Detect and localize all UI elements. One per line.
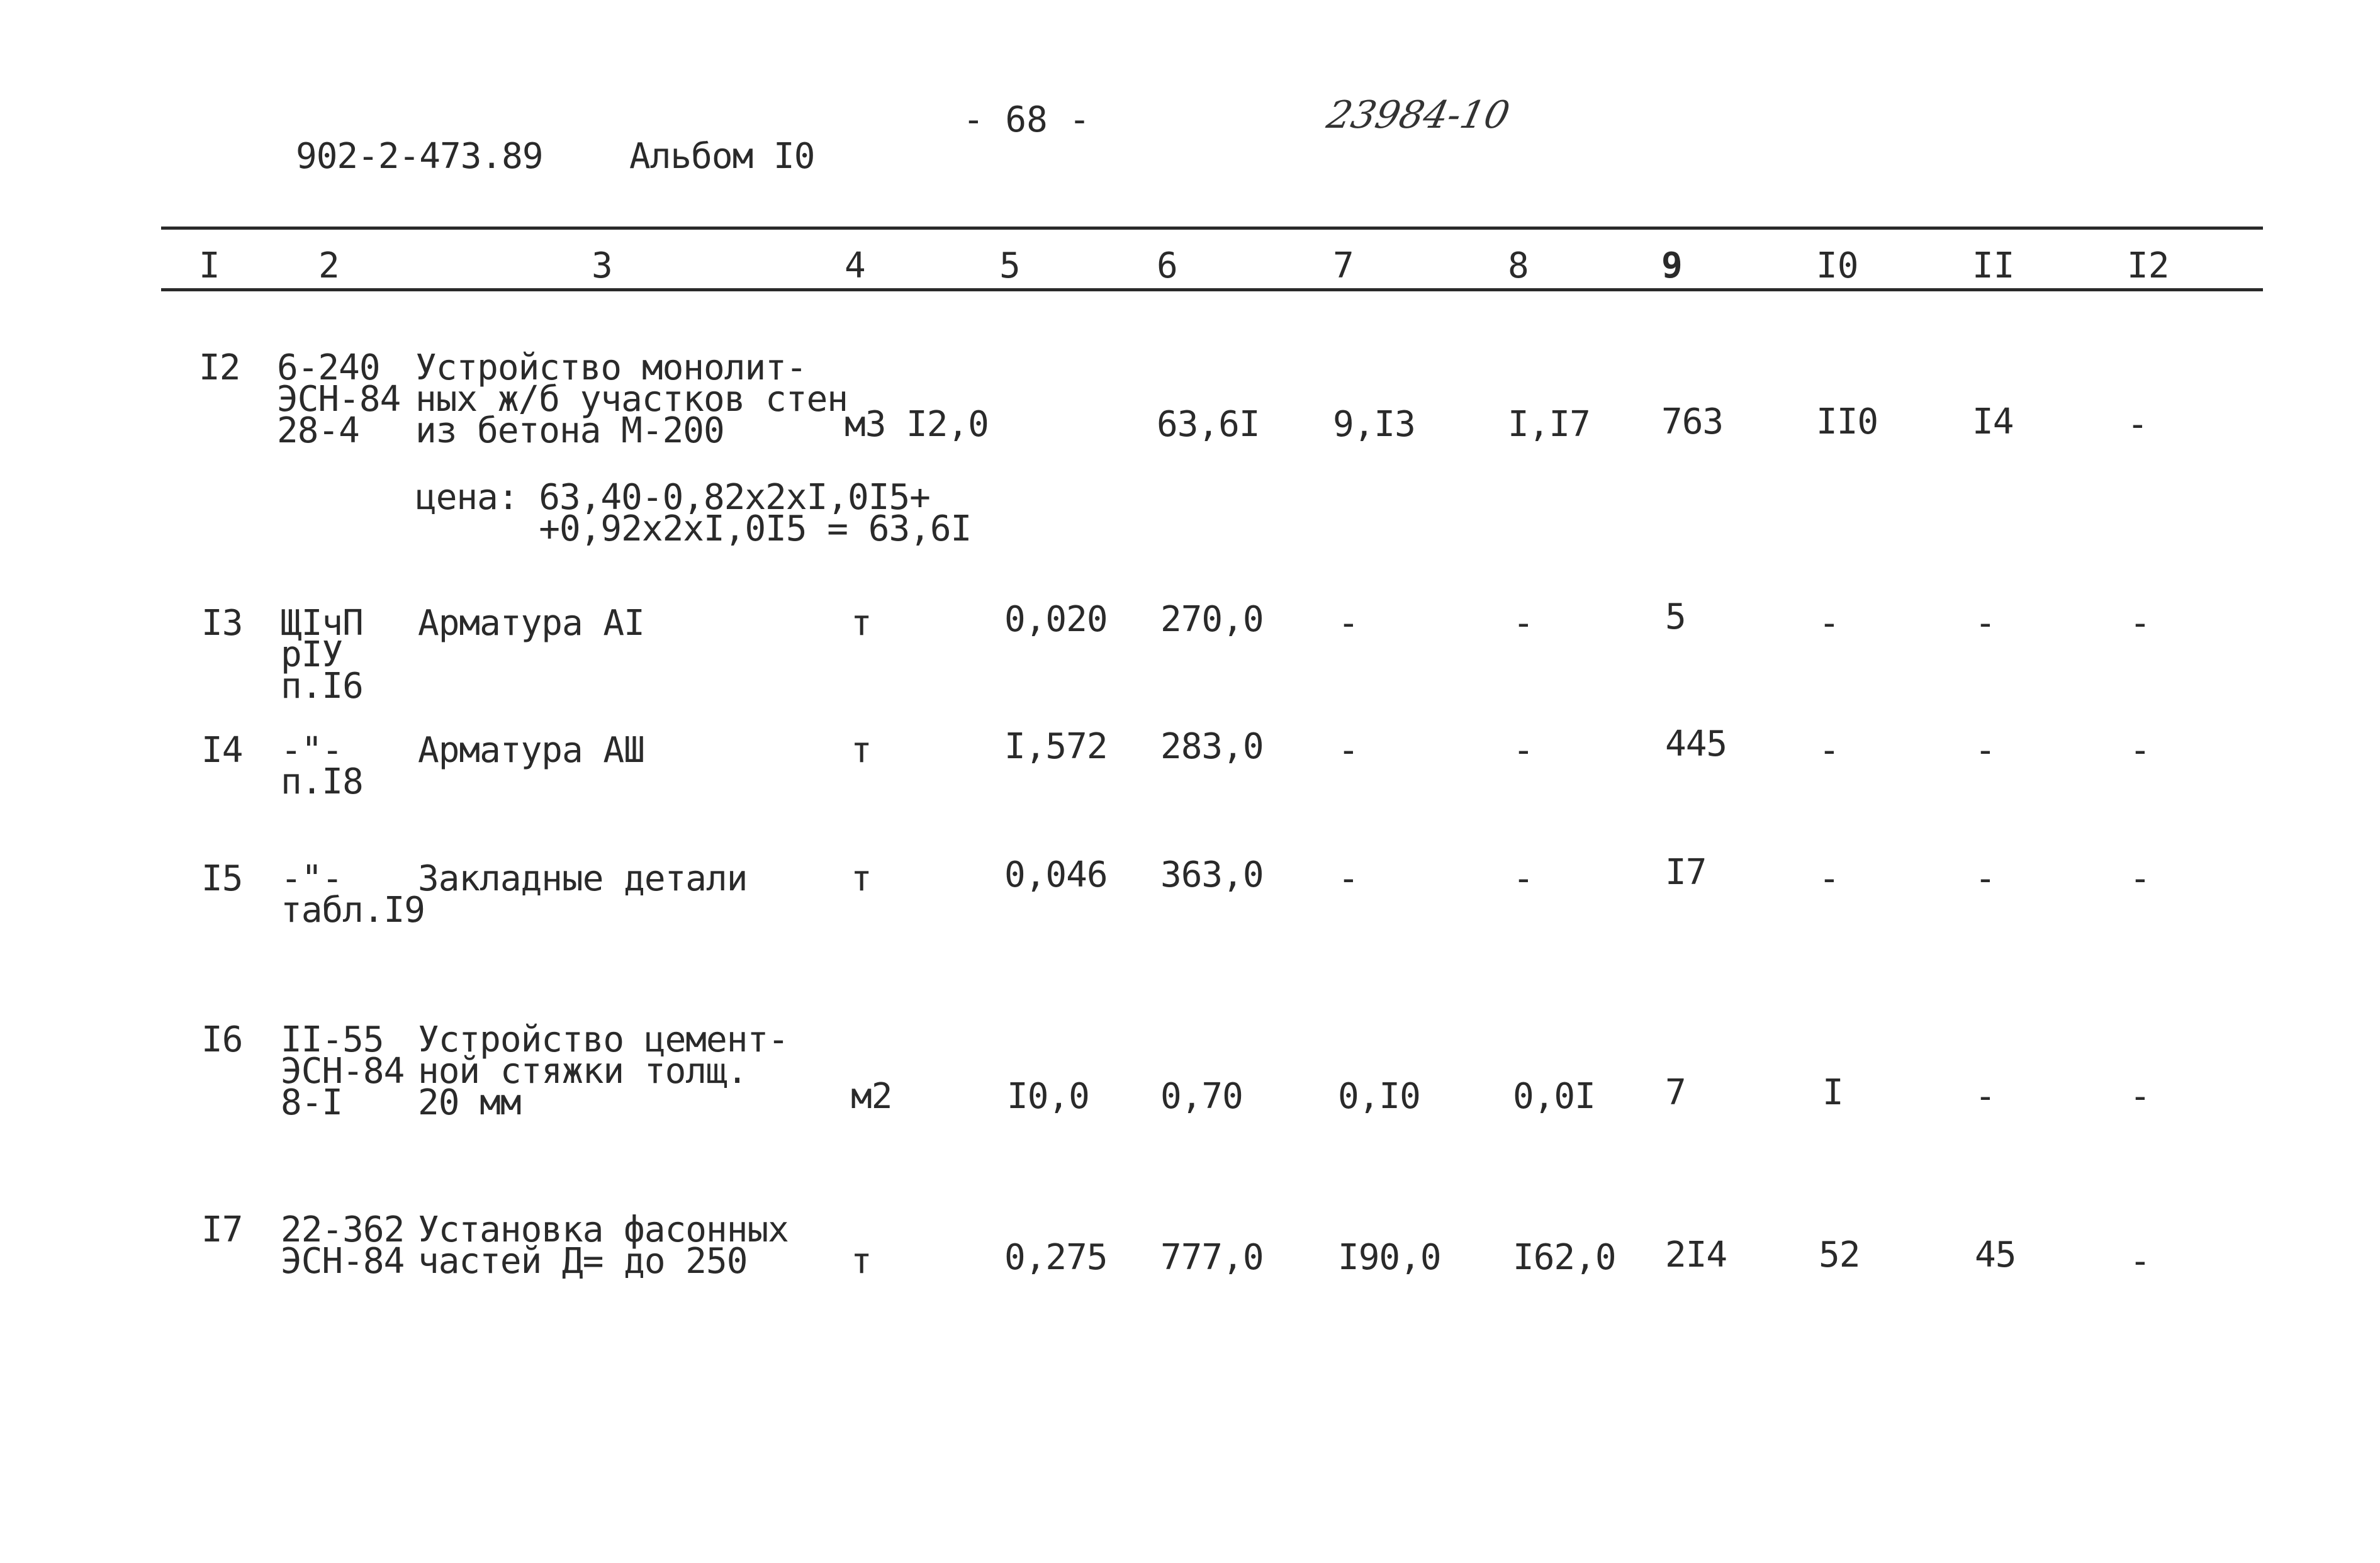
- row-unit: т: [851, 1241, 872, 1282]
- row-col11: -: [1975, 858, 1995, 899]
- row-col12: -: [2130, 603, 2150, 644]
- row-quantity: I,572: [1004, 726, 1108, 767]
- row-col7: -: [1338, 858, 1359, 899]
- row-price-note: цена: 63,40-0,82х2хI,0I5+ +0,92х2хI,0I5 = 63,6I: [415, 477, 972, 549]
- row-col8: -: [1513, 858, 1534, 899]
- row-col8: -: [1513, 730, 1534, 771]
- row-col9: 5: [1665, 597, 1686, 637]
- row-number: I7: [201, 1209, 243, 1250]
- row-col11: -: [1975, 1076, 1995, 1117]
- row-unit: м2: [851, 1076, 892, 1117]
- row-number: I6: [201, 1019, 243, 1060]
- row-col9: 445: [1665, 724, 1727, 765]
- row-col9: I7: [1665, 852, 1707, 893]
- row-unit: т: [851, 858, 872, 899]
- row-col7: -: [1338, 603, 1359, 644]
- row-col7: 9,I3: [1333, 404, 1415, 445]
- row-name: Арматура АШ: [418, 730, 644, 771]
- row-quantity: I2,0: [906, 404, 989, 445]
- row-col10: I: [1822, 1072, 1843, 1113]
- column-number-5: 5: [999, 245, 1021, 286]
- row-number: I3: [201, 603, 243, 644]
- row-col12: -: [2130, 730, 2150, 771]
- row-name: Установка фасонных частей Д= до 250: [418, 1209, 789, 1282]
- row-price: 0,70: [1160, 1076, 1243, 1117]
- row-col10: -: [1819, 603, 1839, 644]
- row-number: I4: [201, 730, 243, 771]
- document-code: 902-2-473.89: [296, 136, 543, 177]
- row-col7: -: [1338, 730, 1359, 771]
- row-code: ЩIчП рIУ п.I6: [281, 603, 363, 707]
- row-col10: -: [1819, 730, 1839, 771]
- row-col8: 0,0I: [1513, 1076, 1595, 1117]
- row-col7: 0,I0: [1338, 1076, 1420, 1117]
- page-number: - 68 -: [963, 99, 1091, 140]
- row-name: Устройство монолит- ных ж/б участков стен из бетона М-200: [415, 347, 848, 451]
- row-col9: 2I4: [1665, 1235, 1727, 1275]
- column-number-2: 2: [318, 245, 340, 286]
- row-name: Устройство цемент- ной стяжки толщ. 20 мм: [418, 1019, 789, 1123]
- row-unit: т: [851, 730, 872, 771]
- row-col7: I90,0: [1338, 1237, 1441, 1278]
- row-quantity: 0,046: [1004, 854, 1108, 895]
- column-number-12: I2: [2127, 245, 2170, 286]
- table-top-rule: [161, 227, 2263, 230]
- row-quantity: 0,275: [1004, 1237, 1108, 1278]
- row-col11: -: [1975, 603, 1995, 644]
- row-col11: 45: [1975, 1235, 2016, 1275]
- row-quantity: 0,020: [1004, 599, 1108, 640]
- row-col12: -: [2130, 1241, 2150, 1282]
- row-number: I5: [201, 858, 243, 899]
- row-number: I2: [199, 347, 240, 388]
- row-col12: -: [2130, 1076, 2150, 1117]
- row-col9: 7: [1665, 1072, 1686, 1113]
- row-col10: II0: [1816, 401, 1878, 442]
- column-number-7: 7: [1333, 245, 1354, 286]
- row-quantity: I0,0: [1007, 1076, 1089, 1117]
- row-col10: -: [1819, 858, 1839, 899]
- column-number-3: 3: [592, 245, 613, 286]
- row-code: 6-240 ЭСН-84 28-4: [277, 347, 401, 451]
- row-name: Арматура АI: [418, 603, 644, 644]
- row-code: II-55 ЭСН-84 8-I: [281, 1019, 405, 1123]
- row-price: 777,0: [1160, 1237, 1264, 1278]
- row-price: 63,6I: [1157, 404, 1260, 445]
- row-col8: -: [1513, 603, 1534, 644]
- row-name: Закладные детали: [418, 858, 748, 899]
- column-number-11: II: [1972, 245, 2015, 286]
- row-price: 283,0: [1160, 726, 1264, 767]
- row-col11: -: [1975, 730, 1995, 771]
- row-col10: 52: [1819, 1235, 1860, 1275]
- column-number-4: 4: [845, 245, 866, 286]
- column-number-6: 6: [1157, 245, 1178, 286]
- row-code: -"- табл.I9: [281, 858, 425, 931]
- column-number-9: 9: [1661, 245, 1683, 286]
- row-code: -"- п.I8: [281, 730, 363, 802]
- table-header-rule: [161, 288, 2263, 291]
- handwritten-number: 23984-10: [1323, 93, 1513, 137]
- row-price: 270,0: [1160, 599, 1264, 640]
- row-unit: т: [851, 603, 872, 644]
- row-col12: -: [2127, 404, 2148, 445]
- row-col8: I,I7: [1508, 404, 1590, 445]
- column-number-1: I: [199, 245, 220, 286]
- album-label: Альбом I0: [629, 136, 815, 177]
- row-unit: м3: [845, 404, 886, 445]
- row-price: 363,0: [1160, 854, 1264, 895]
- row-col12: -: [2130, 858, 2150, 899]
- row-col8: I62,0: [1513, 1237, 1616, 1278]
- row-col9: 763: [1661, 401, 1724, 442]
- row-col11: I4: [1972, 401, 2014, 442]
- column-number-8: 8: [1508, 245, 1529, 286]
- row-code: 22-362 ЭСН-84: [281, 1209, 405, 1282]
- column-number-10: I0: [1816, 245, 1859, 286]
